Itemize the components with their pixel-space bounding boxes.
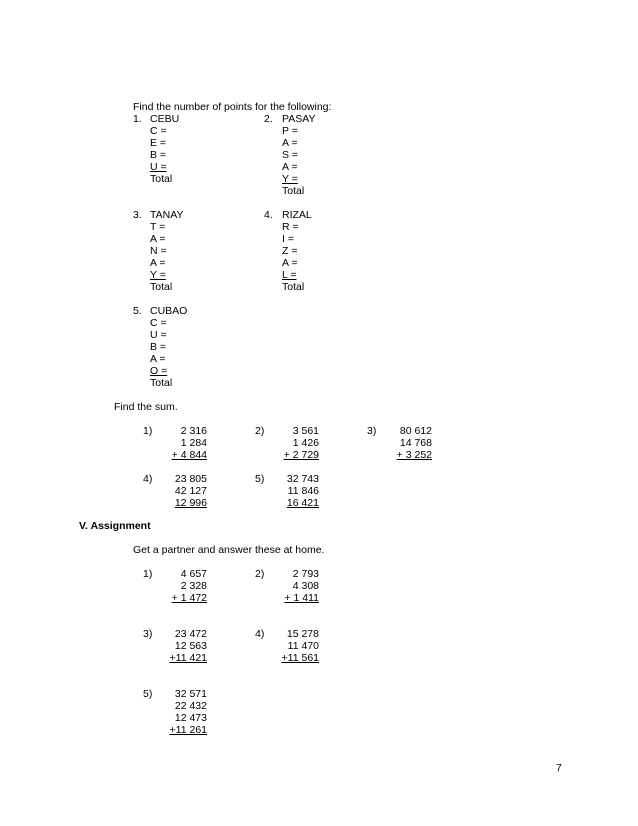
letter-line: R = bbox=[282, 221, 299, 233]
letter-line: B = bbox=[150, 149, 167, 161]
addend: 2 793 bbox=[292, 568, 319, 580]
letter-line: L = bbox=[282, 269, 297, 281]
problem-label: 1) bbox=[143, 425, 153, 437]
addend: 1 426 bbox=[292, 437, 319, 449]
addend: + 2 729 bbox=[283, 449, 319, 461]
letter-line: A = bbox=[282, 137, 298, 149]
problem-label: 4) bbox=[143, 473, 153, 485]
addend: 3 561 bbox=[292, 425, 319, 437]
letter-line: Z = bbox=[282, 245, 298, 257]
addend: +11 561 bbox=[281, 652, 319, 664]
addend: 12 563 bbox=[174, 640, 207, 652]
addend: 2 316 bbox=[180, 425, 207, 437]
word-title: TANAY bbox=[150, 209, 184, 221]
problem-label: 4) bbox=[255, 628, 265, 640]
word-title: CUBAO bbox=[150, 305, 188, 317]
letter-line: C = bbox=[150, 317, 167, 329]
total-label: Total bbox=[150, 377, 173, 389]
addend: 11 470 bbox=[287, 640, 319, 652]
addend: 16 421 bbox=[286, 497, 319, 509]
word-number: 5. bbox=[133, 305, 142, 317]
letter-line: B = bbox=[150, 341, 167, 353]
letter-line: N = bbox=[150, 245, 167, 257]
addend: 22 432 bbox=[174, 700, 207, 712]
addend: 14 768 bbox=[399, 437, 432, 449]
letter-line: I = bbox=[282, 233, 294, 245]
letter-line: A = bbox=[150, 353, 166, 365]
total-label: Total bbox=[282, 185, 305, 197]
letter-line: O = bbox=[150, 365, 168, 377]
letter-line: A = bbox=[150, 233, 166, 245]
sum-intro: Find the sum. bbox=[114, 401, 178, 413]
total-label: Total bbox=[282, 281, 305, 293]
addend: 12 473 bbox=[174, 712, 207, 724]
letter-line: A = bbox=[150, 257, 166, 269]
addend: 80 612 bbox=[399, 425, 432, 437]
addend: 1 284 bbox=[180, 437, 207, 449]
letter-line: U = bbox=[150, 329, 167, 341]
addend: 11 846 bbox=[287, 485, 319, 497]
addend: + 3 252 bbox=[396, 449, 432, 461]
word-number: 2. bbox=[264, 113, 273, 125]
addend: 15 278 bbox=[286, 628, 319, 640]
problem-label: 5) bbox=[143, 688, 153, 700]
problem-label: 3) bbox=[367, 425, 377, 437]
letter-line: Y = bbox=[282, 173, 298, 185]
letter-line: P = bbox=[282, 125, 298, 137]
total-label: Total bbox=[150, 173, 173, 185]
problem-label: 2) bbox=[255, 568, 265, 580]
addend: + 1 472 bbox=[171, 592, 207, 604]
addend: 12 996 bbox=[174, 497, 207, 509]
word-title: PASAY bbox=[282, 113, 316, 125]
word-title: CEBU bbox=[150, 113, 180, 125]
addend: +11 261 bbox=[169, 724, 207, 736]
page-number: 7 bbox=[556, 762, 562, 774]
addend: 4 657 bbox=[180, 568, 207, 580]
addend: +11 421 bbox=[169, 652, 207, 664]
total-label: Total bbox=[150, 281, 173, 293]
letter-line: A = bbox=[282, 257, 298, 269]
problem-label: 3) bbox=[143, 628, 153, 640]
addend: 4 308 bbox=[292, 580, 319, 592]
letter-line: E = bbox=[150, 137, 167, 149]
assignment-heading: V. Assignment bbox=[79, 520, 151, 532]
addend: 2 328 bbox=[180, 580, 207, 592]
word-number: 4. bbox=[264, 209, 273, 221]
addend: + 1 411 bbox=[284, 592, 319, 604]
letter-line: Y = bbox=[150, 269, 166, 281]
addend: + 4 844 bbox=[171, 449, 207, 461]
points-intro: Find the number of points for the following: bbox=[133, 101, 332, 113]
problem-label: 2) bbox=[255, 425, 265, 437]
word-number: 3. bbox=[133, 209, 142, 221]
problem-label: 5) bbox=[255, 473, 265, 485]
addend: 23 472 bbox=[174, 628, 207, 640]
letter-line: S = bbox=[282, 149, 299, 161]
addend: 32 571 bbox=[174, 688, 207, 700]
letter-line: A = bbox=[282, 161, 298, 173]
letter-line: U = bbox=[150, 161, 167, 173]
word-number: 1. bbox=[133, 113, 142, 125]
addend: 32 743 bbox=[286, 473, 319, 485]
assignment-intro: Get a partner and answer these at home. bbox=[133, 544, 325, 556]
addend: 23 805 bbox=[174, 473, 207, 485]
letter-line: T = bbox=[150, 221, 166, 233]
addend: 42 127 bbox=[174, 485, 207, 497]
letter-line: C = bbox=[150, 125, 167, 137]
word-title: RIZAL bbox=[282, 209, 312, 221]
problem-label: 1) bbox=[143, 568, 153, 580]
